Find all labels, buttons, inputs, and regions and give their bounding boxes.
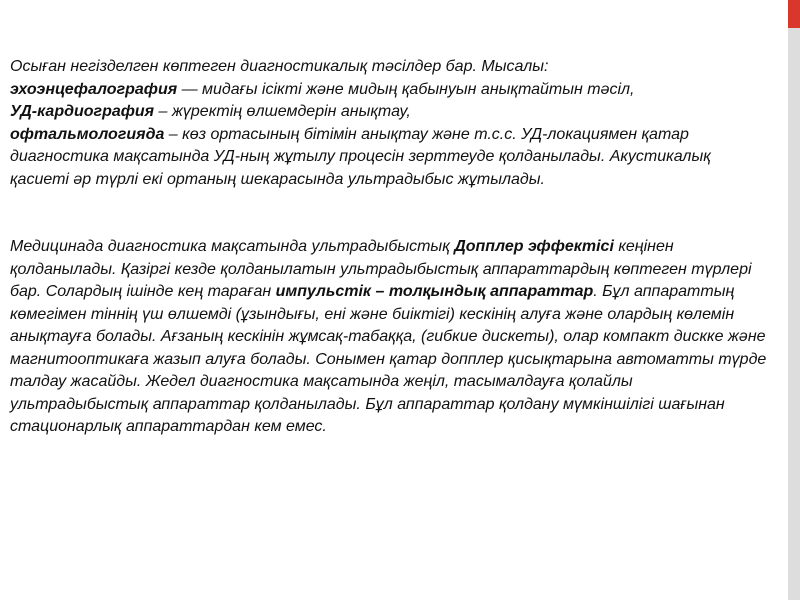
term-ophthalmology: офтальмологияда: [10, 125, 165, 143]
term-doppler-effect: Допплер эффектісі: [454, 238, 614, 255]
definition-ud-cardiography: – жүректің өлшемдерін анықтау,: [154, 103, 411, 120]
doppler-text-part3: . Бұл аппараттың көмегімен тіннің үш өлшемді (ұзындығы, ені және биіктігі) кескінің алуға және олардың көлемін анықтауға болады. Ағзаның кескінін жұмсақ-табаққа, (гибкие дискеты), олар компакт дискке және магнитооптикаға жазып алуға болады. Сонымен қатар допплер қисықтарына автоматты түрде талдау жасайды. Жедел диагностика мақсатында жеңіл, тасымалдауға қолайлы ультрадыбыстық аппараттар қолданылады. Бұл аппараттар қолдану мүмкіншілігі шағынан стационарлық аппараттардан кем емес.: [10, 283, 767, 435]
slide-body: [10, 56, 772, 439]
intro-text: Осыған негізделген көптеген диагностикалық тәсілдер бар. Мысалы:: [10, 58, 549, 75]
term-pulse-wave-devices: импульстік – толқындық аппараттар: [275, 283, 594, 300]
term-ud-cardiography: УД-кардиография: [10, 103, 155, 120]
definition-ophthalmology: – көз ортасының бітімін анықтау және т.с.с. УД-локациямен қатар диагностика мақсатында УД-ның жұтылу процесін зерттеуде қолданылады. Акустикалық қасиеті әр түрлі екі ортаның шекарасында ультрадыбыс жұтылады.: [10, 125, 711, 188]
definition-echoencephalography: — мидағы ісікті және мидың қабынуын анықтайтын тәсіл,: [177, 80, 635, 98]
slide-accent-block: [788, 0, 800, 28]
slide-side-bar: [788, 0, 800, 600]
doppler-text-part2: кеңінен қолданылады. Қазіргі кезде қолданылатын ультрадыбыстық аппараттардың көптеген түрлері бар. Солардың ішінде кең тараған: [10, 238, 752, 300]
paragraph-doppler: [10, 236, 772, 439]
term-echoencephalography: эхоэнцефалография: [10, 80, 178, 98]
paragraph-diagnostic-methods: [10, 56, 772, 191]
doppler-text-part1: Медицинада диагностика мақсатында ультрадыбыстық: [10, 238, 455, 255]
